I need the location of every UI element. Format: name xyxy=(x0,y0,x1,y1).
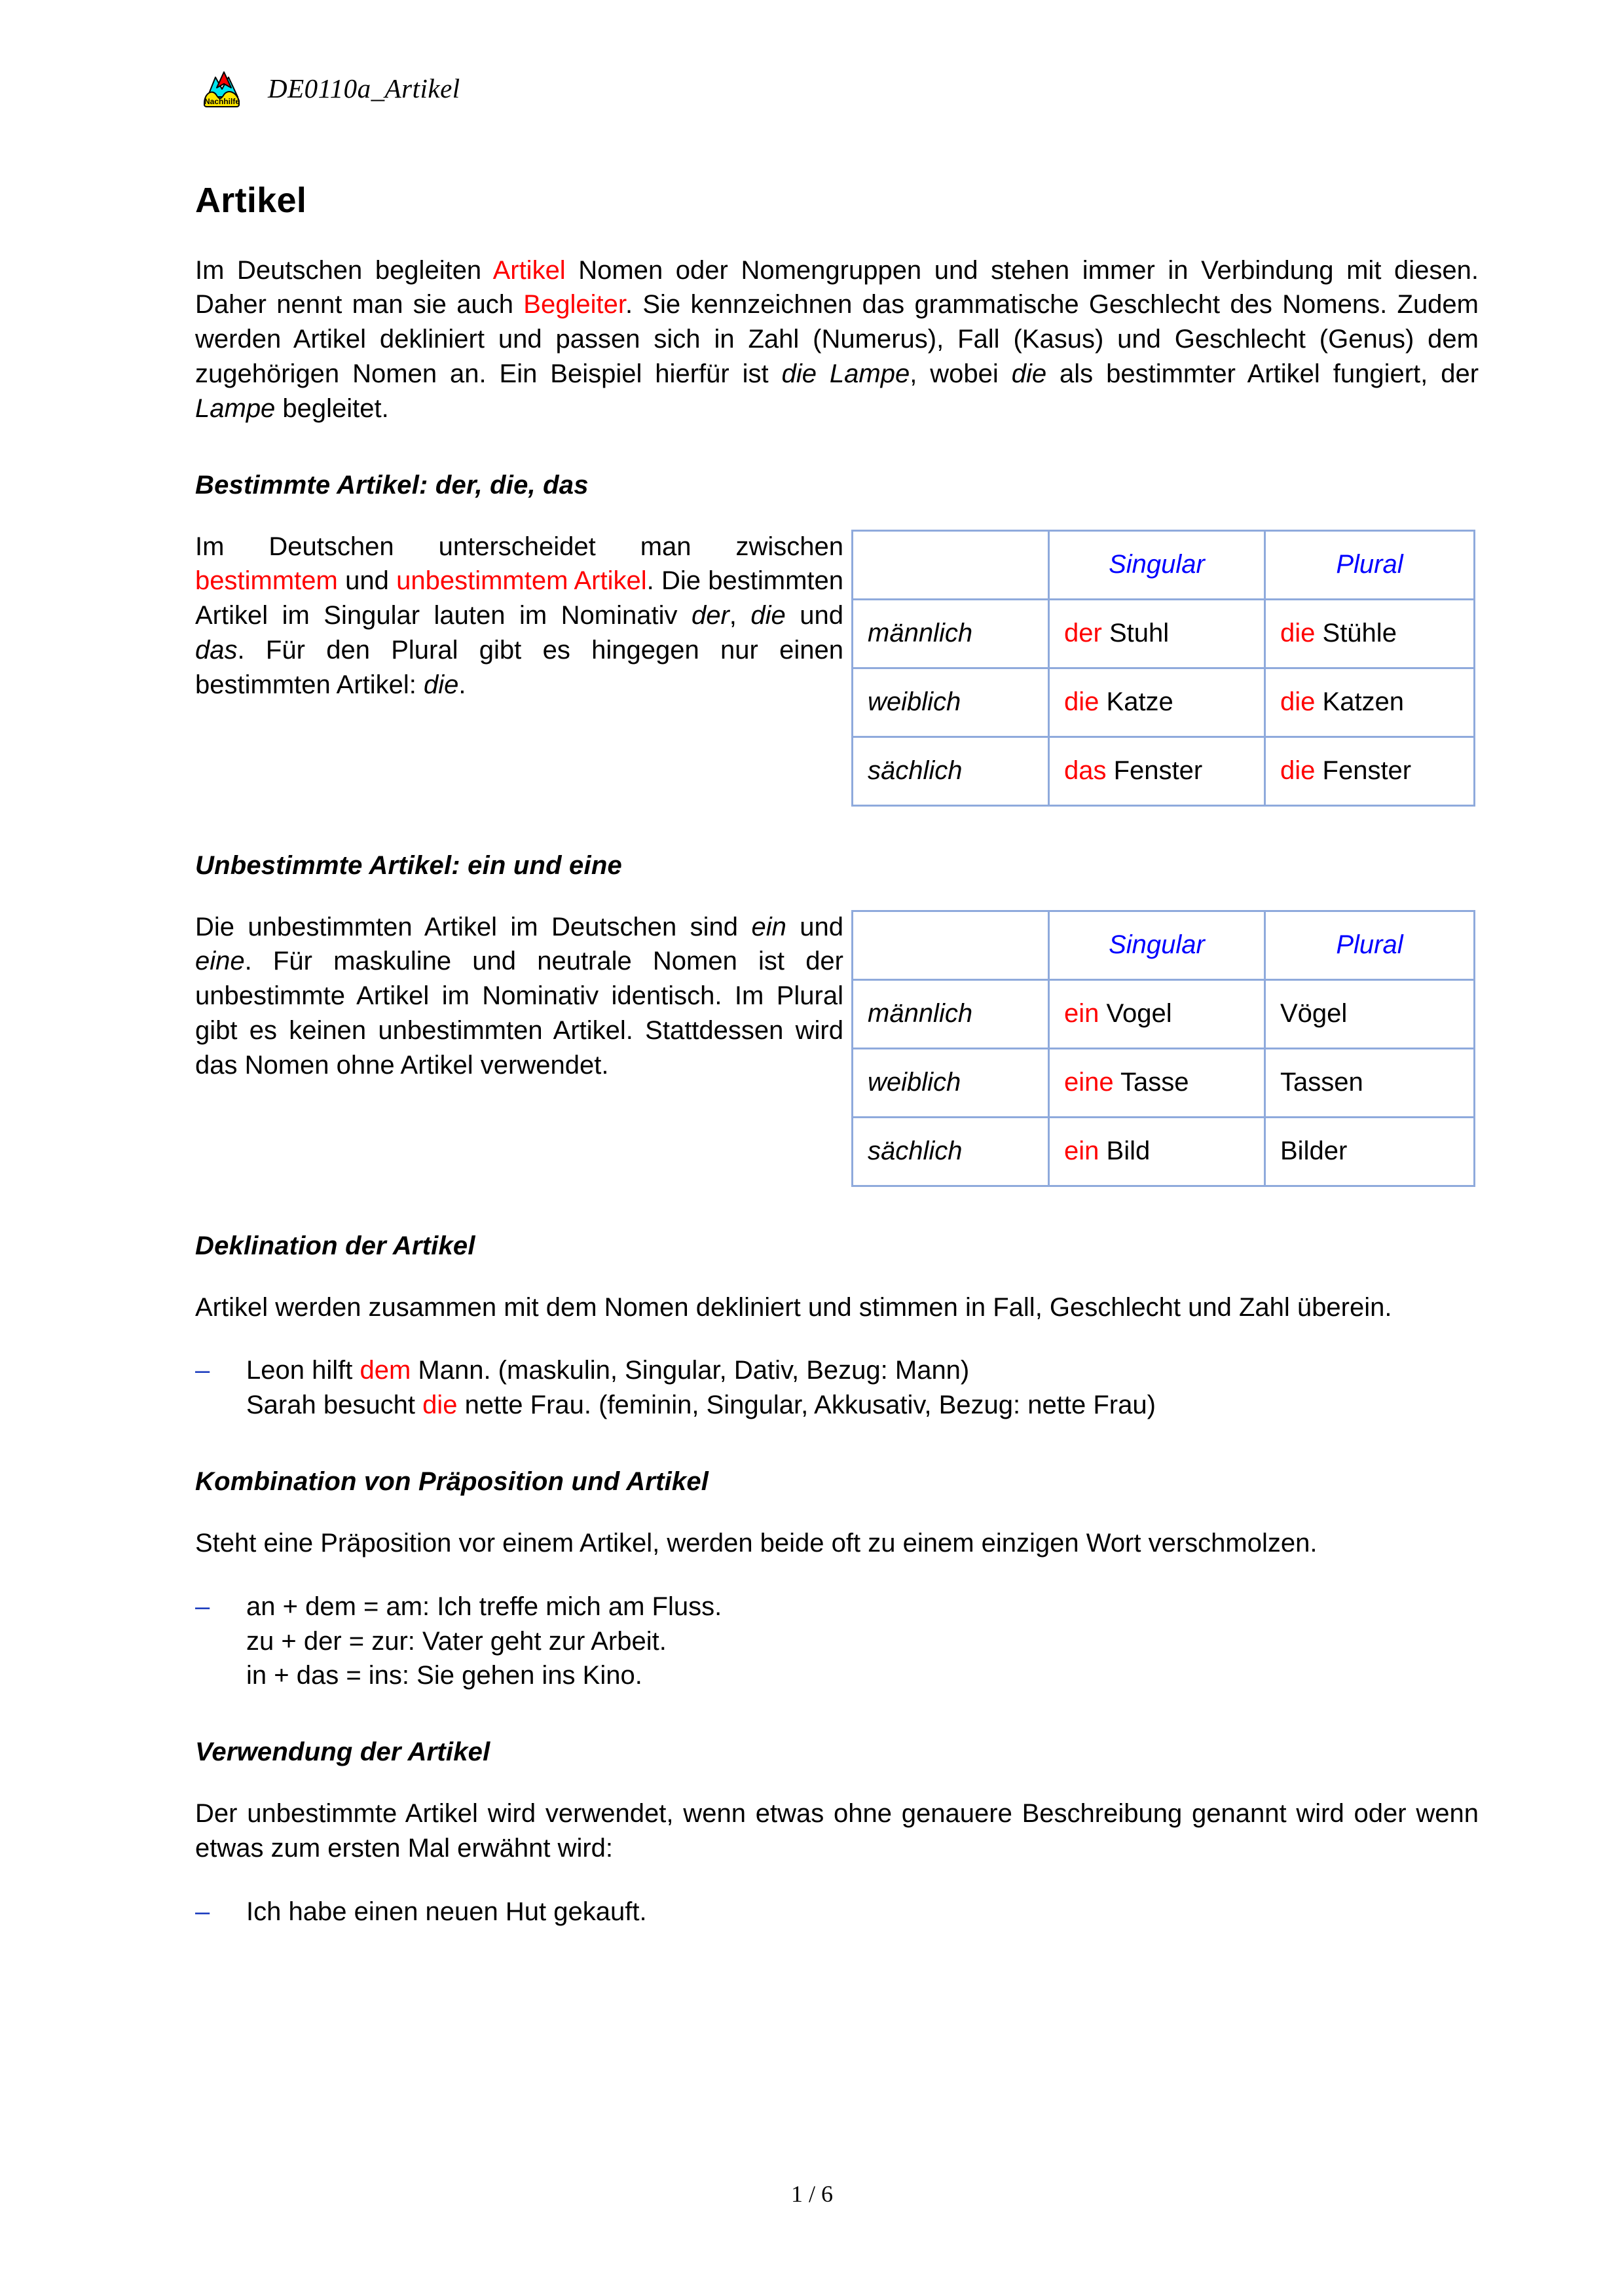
deklination-item2-b: nette Frau. (feminin, Singular, Akkusativ, Bezug: nette Frau) xyxy=(457,1391,1156,1420)
intro-italic-lampe: Lampe xyxy=(195,393,276,423)
intro-text-f: begleitet. xyxy=(275,393,389,423)
cell-saechlich-singular xyxy=(1049,737,1265,805)
intro-text-e: als bestimmter Artikel fungiert, der xyxy=(1046,359,1479,389)
row-label-saechlich: sächlich xyxy=(853,737,1049,805)
bestimmte-text-b: und xyxy=(337,566,397,596)
intro-text-a: Im Deutschen begleiten xyxy=(195,255,493,285)
table-row xyxy=(853,911,1475,979)
noun: Stühle xyxy=(1322,619,1397,648)
bestimmte-highlight-2: unbestimmtem Artikel xyxy=(396,566,647,596)
list-item xyxy=(195,1590,1479,1624)
table-row xyxy=(853,979,1475,1048)
article-red: eine xyxy=(1064,1068,1114,1097)
dash-bullet-icon: – xyxy=(195,1356,210,1385)
page-number: 1 / 6 xyxy=(790,2181,833,2207)
noun: Vogel xyxy=(1106,999,1172,1029)
row-label-maennlich: männlich xyxy=(853,979,1049,1048)
cell-maennlich-plural xyxy=(1265,599,1475,668)
verwendung-paragraph: Der unbestimmte Artikel wird verwendet, wenn etwas ohne genauere Beschreibung genannt wird oder wenn etwas zum ersten Mal erwähnt wird: xyxy=(195,1799,1479,1863)
article-red: die xyxy=(1064,687,1099,717)
intro-highlight-begleiter: Begleiter xyxy=(523,290,625,319)
bestimmte-artikel-text-column xyxy=(195,530,843,702)
bestimmte-italic-der: der xyxy=(691,601,729,630)
row-label-weiblich: weiblich xyxy=(853,1048,1049,1117)
cell-weiblich-plural xyxy=(1265,668,1475,737)
article-red: das xyxy=(1064,756,1107,786)
bestimmte-highlight-1: bestimmtem xyxy=(195,566,338,596)
list-item xyxy=(195,1388,1479,1423)
cell-weiblich-plural xyxy=(1265,1048,1475,1117)
verwendung-example-list xyxy=(195,1895,1479,1929)
intro-text-d: , wobei xyxy=(910,359,1012,389)
unbestimmte-text-b: und xyxy=(786,912,843,941)
cell-weiblich-singular xyxy=(1049,1048,1265,1117)
unbestimmte-paragraph xyxy=(195,910,843,1083)
noun: Vögel xyxy=(1280,999,1348,1029)
article-red: die xyxy=(1280,619,1316,648)
noun: Tassen xyxy=(1280,1068,1363,1097)
list-item xyxy=(195,1353,1479,1388)
article-red: der xyxy=(1064,619,1102,648)
intro-paragraph xyxy=(195,253,1479,426)
bestimmte-paragraph xyxy=(195,530,843,702)
list-item xyxy=(195,1658,1479,1693)
article-red: die xyxy=(1280,687,1316,717)
unbestimmte-italic-ein: ein xyxy=(751,912,786,941)
bestimmte-text-f: . Für den Plural gibt es hingegen nur einen bestimmten Artikel: xyxy=(195,636,843,699)
heading-deklination: Deklination der Artikel xyxy=(195,1231,475,1260)
table-unbestimmte-artikel xyxy=(851,910,1475,1187)
table-header-plural: Plural xyxy=(1265,911,1475,979)
heading-verwendung: Verwendung der Artikel xyxy=(195,1738,490,1767)
noun: Katzen xyxy=(1322,687,1405,717)
cell-maennlich-plural xyxy=(1265,979,1475,1048)
table-row xyxy=(853,737,1475,805)
noun: Fenster xyxy=(1113,756,1203,786)
table-header-plural: Plural xyxy=(1265,530,1475,599)
table-row xyxy=(853,530,1475,599)
list-item xyxy=(195,1895,1479,1929)
noun: Bilder xyxy=(1280,1137,1348,1166)
table-row xyxy=(853,1048,1475,1117)
kombination-item-3: in + das = ins: Sie gehen ins Kino. xyxy=(246,1661,642,1690)
unbestimmte-artikel-table-column xyxy=(843,910,1479,1187)
intro-text-c: . Sie kennzeichnen das grammatische Geschlecht des Nomens. Zudem werden Artikel dekliniert und passen sich in Zahl (Numerus), Fall (Kasus) und Geschlecht (Genus) dem zugehörigen Nomen an. Ein Beispiel hierfür ist xyxy=(195,290,1479,389)
kombination-item-2: zu + der = zur: Vater geht zur Arbeit. xyxy=(246,1626,667,1656)
article-red: ein xyxy=(1064,999,1099,1029)
dash-bullet-icon: – xyxy=(195,1897,210,1926)
table-row xyxy=(853,1117,1475,1186)
cell-saechlich-plural xyxy=(1265,1117,1475,1186)
deklination-paragraph: Artikel werden zusammen mit dem Nomen dekliniert und stimmen in Fall, Geschlecht und Zahl überein. xyxy=(195,1292,1392,1322)
bestimmte-text-a: Im Deutschen unterscheidet man zwischen xyxy=(195,532,843,561)
heading-kombination: Kombination von Präposition und Artikel xyxy=(195,1467,709,1497)
kombination-item-1: an + dem = am: Ich treffe mich am Fluss. xyxy=(246,1592,722,1621)
cell-weiblich-singular xyxy=(1049,668,1265,737)
noun: Fenster xyxy=(1322,756,1412,786)
intro-highlight-artikel: Artikel xyxy=(492,255,566,285)
noun: Stuhl xyxy=(1109,619,1170,648)
cell-saechlich-plural xyxy=(1265,737,1475,805)
document-body xyxy=(195,182,1479,1929)
unbestimmte-artikel-text-column xyxy=(195,910,843,1083)
deklination-example-list xyxy=(195,1353,1479,1423)
list-item xyxy=(195,1624,1479,1659)
table-header-singular: Singular xyxy=(1049,530,1265,599)
heading-bestimmte-artikel: Bestimmte Artikel: der, die, das xyxy=(195,470,589,500)
deklination-item2-a: Sarah besucht xyxy=(246,1391,423,1420)
unbestimmte-text-a: Die unbestimmten Artikel im Deutschen sind xyxy=(195,912,752,941)
bestimmte-italic-die: die xyxy=(750,601,786,630)
intro-italic-die-lampe: die Lampe xyxy=(781,359,910,389)
cell-saechlich-singular xyxy=(1049,1117,1265,1186)
document-code-label: DE0110a_Artikel xyxy=(268,73,460,103)
dash-bullet-icon: – xyxy=(195,1592,210,1621)
document-header xyxy=(200,62,460,115)
deklination-item1-highlight: dem xyxy=(360,1356,411,1385)
table-row xyxy=(853,668,1475,737)
unbestimmte-text-c: . Für maskuline und neutrale Nomen ist der unbestimmte Artikel im Nominativ identisch. Im Plural gibt es keinen unbestimmten Artikel. Stattdessen wird das Nomen ohne Artikel verwendet. xyxy=(195,947,843,1080)
bestimmte-italic-das: das xyxy=(195,636,238,665)
kombination-paragraph: Steht eine Präposition vor einem Artikel, werden beide oft zu einem einzigen Wort verschmolzen. xyxy=(195,1529,1318,1558)
article-red: ein xyxy=(1064,1137,1099,1166)
row-label-maennlich: männlich xyxy=(853,599,1049,668)
verwendung-item-1: Ich habe einen neuen Hut gekauft. xyxy=(246,1897,647,1926)
cell-maennlich-singular xyxy=(1049,979,1265,1048)
bestimmte-artikel-block xyxy=(195,530,1479,807)
deklination-item1-a: Leon hilft xyxy=(246,1356,360,1385)
heading-unbestimmte-artikel: Unbestimmte Artikel: ein und eine xyxy=(195,850,622,880)
unbestimmte-artikel-block xyxy=(195,910,1479,1187)
deklination-item1-b: Mann. (maskulin, Singular, Dativ, Bezug: Mann) xyxy=(411,1356,970,1385)
bestimmte-italic-die-2: die xyxy=(424,670,459,699)
table-header-singular: Singular xyxy=(1049,911,1265,979)
nachhilfe-logo-icon xyxy=(200,67,248,110)
table-row xyxy=(853,599,1475,668)
intro-text-b: Nomen oder Nomengruppen und stehen immer in Verbindung mit diesen. Daher nennt man sie auch xyxy=(195,255,1479,319)
bestimmte-text-g: . xyxy=(458,670,466,699)
article-red: die xyxy=(1280,756,1316,786)
unbestimmte-italic-eine: eine xyxy=(195,947,245,976)
noun: Katze xyxy=(1106,687,1173,717)
row-label-weiblich: weiblich xyxy=(853,668,1049,737)
logo-wordmark: Nachhilfe xyxy=(204,97,240,106)
bestimmte-text-c: . Die bestimmten Artikel im Singular lauten im Nominativ xyxy=(195,566,843,630)
table-corner-cell xyxy=(853,530,1049,599)
deklination-item2-highlight: die xyxy=(422,1391,458,1420)
cell-maennlich-singular xyxy=(1049,599,1265,668)
noun: Tasse xyxy=(1120,1068,1189,1097)
bestimmte-text-d: , xyxy=(729,601,751,630)
row-label-saechlich: sächlich xyxy=(853,1117,1049,1186)
kombination-example-list xyxy=(195,1590,1479,1693)
page-title: Artikel xyxy=(195,181,307,220)
table-bestimmte-artikel xyxy=(851,530,1475,807)
bestimmte-text-e: und xyxy=(785,601,843,630)
noun: Bild xyxy=(1106,1137,1151,1166)
bestimmte-artikel-table-column xyxy=(843,530,1479,807)
intro-italic-die: die xyxy=(1011,359,1047,389)
table-corner-cell xyxy=(853,911,1049,979)
page-footer xyxy=(0,2180,1624,2208)
